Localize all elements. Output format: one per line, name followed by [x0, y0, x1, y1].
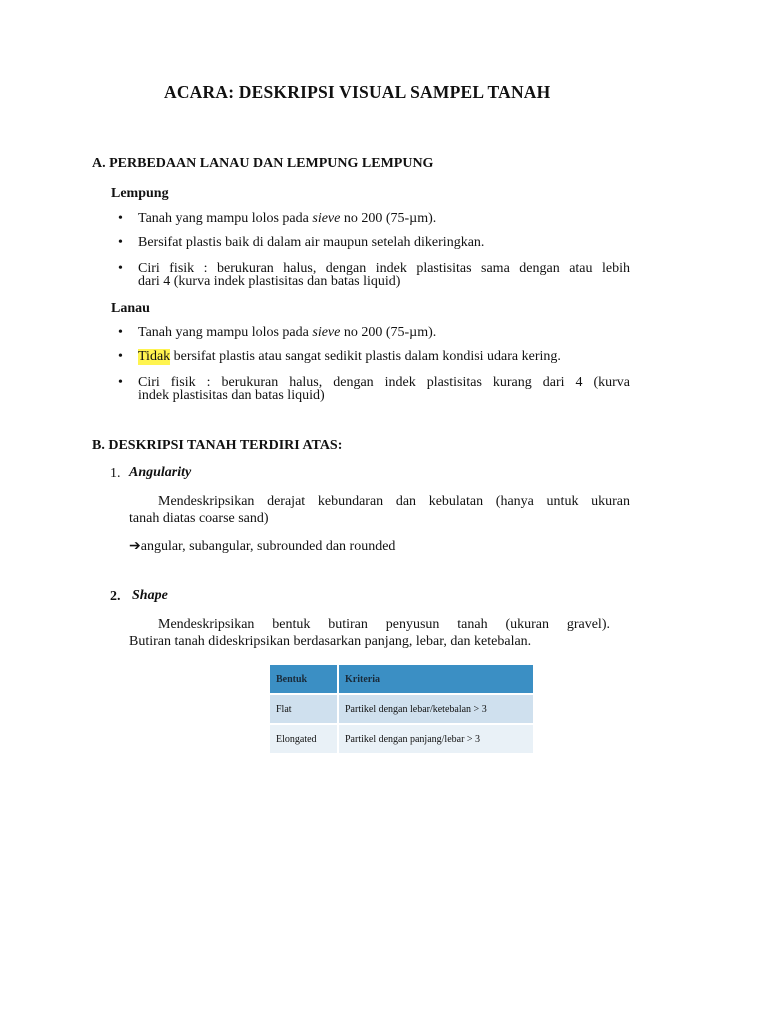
text-run: angular, subangular, subrounded dan rounded [140, 539, 396, 554]
shape-criteria-table [270, 665, 535, 755]
highlighted-word: Tidak [138, 349, 171, 364]
section-a-heading: A. PERBEDAAN LANAU DAN LEMPUNG LEMPUNG [92, 156, 434, 171]
text-run: no 200 (75-µm). [340, 211, 437, 226]
table-header-bentuk: Bentuk [270, 665, 338, 694]
bullet-marker: • [118, 375, 123, 390]
page-title: ACARA: DESKRIPSI VISUAL SAMPEL TANAH [164, 82, 551, 102]
italic-term: sieve [312, 325, 341, 340]
bullet-marker: • [118, 235, 123, 250]
lempung-bullet-3-line-1: Ciri fisik : berukuran halus, dengan indek plastisitas sama dengan atau lebih [138, 261, 630, 276]
lempung-bullet-3-line-2: dari 4 (kurva indek plastisitas dan batas liquid) [138, 274, 401, 289]
text-run: Tanah yang mampu lolos pada [138, 325, 313, 340]
angularity-para-line-1: Mendeskripsikan derajat kebundaran dan kebulatan (hanya untuk ukuran [158, 494, 630, 509]
table-cell: Flat [270, 694, 338, 724]
table-row [270, 724, 534, 754]
arrow-icon: ➔ [129, 539, 141, 554]
shape-para-line-2: Butiran tanah dideskripsikan berdasarkan panjang, lebar, dan ketebalan. [129, 634, 532, 649]
lanau-bullet-1 [138, 325, 436, 341]
lanau-bullet-3-line-1: Ciri fisik : berukuran halus, dengan indek plastisitas kurang dari 4 (kurva [138, 375, 630, 390]
angularity-para-line-2: tanah diatas coarse sand) [129, 511, 269, 526]
shape-para-line-1: Mendeskripsikan bentuk butiran penyusun tanah (ukuran gravel). [158, 617, 610, 632]
text-run: no 200 (75-µm). [340, 325, 437, 340]
angularity-types [129, 538, 395, 555]
table-header-kriteria: Kriteria [338, 665, 534, 694]
bullet-marker: • [118, 211, 123, 226]
section-b-heading: B. DESKRIPSI TANAH TERDIRI ATAS: [92, 438, 343, 453]
item-1-label: Angularity [129, 465, 192, 480]
bullet-marker: • [118, 349, 123, 364]
bullet-marker: • [118, 325, 123, 340]
item-2-label: Shape [132, 588, 168, 603]
lempung-label: Lempung [111, 186, 169, 201]
table-row [270, 694, 534, 724]
lanau-bullet-2 [138, 349, 561, 365]
text-run: Tanah yang mampu lolos pada [138, 211, 313, 226]
lanau-bullet-3-line-2: indek plastisitas dan batas liquid) [138, 388, 325, 403]
lempung-bullet-2: Bersifat plastis baik di dalam air maupun setelah dikeringkan. [138, 235, 485, 250]
table-cell: Partikel dengan lebar/ketebalan > 3 [338, 694, 534, 724]
italic-term: sieve [312, 211, 341, 226]
lempung-bullet-1 [138, 211, 436, 227]
table-header-row [270, 665, 534, 694]
item-2-number: 2. [110, 589, 121, 604]
bullet-marker: • [118, 261, 123, 276]
text-run: bersifat plastis atau sangat sedikit plastis dalam kondisi udara kering. [170, 349, 561, 364]
lanau-label: Lanau [111, 301, 150, 316]
item-1-number: 1. [110, 466, 121, 481]
table-cell: Partikel dengan panjang/lebar > 3 [338, 724, 534, 754]
table-cell: Elongated [270, 724, 338, 754]
